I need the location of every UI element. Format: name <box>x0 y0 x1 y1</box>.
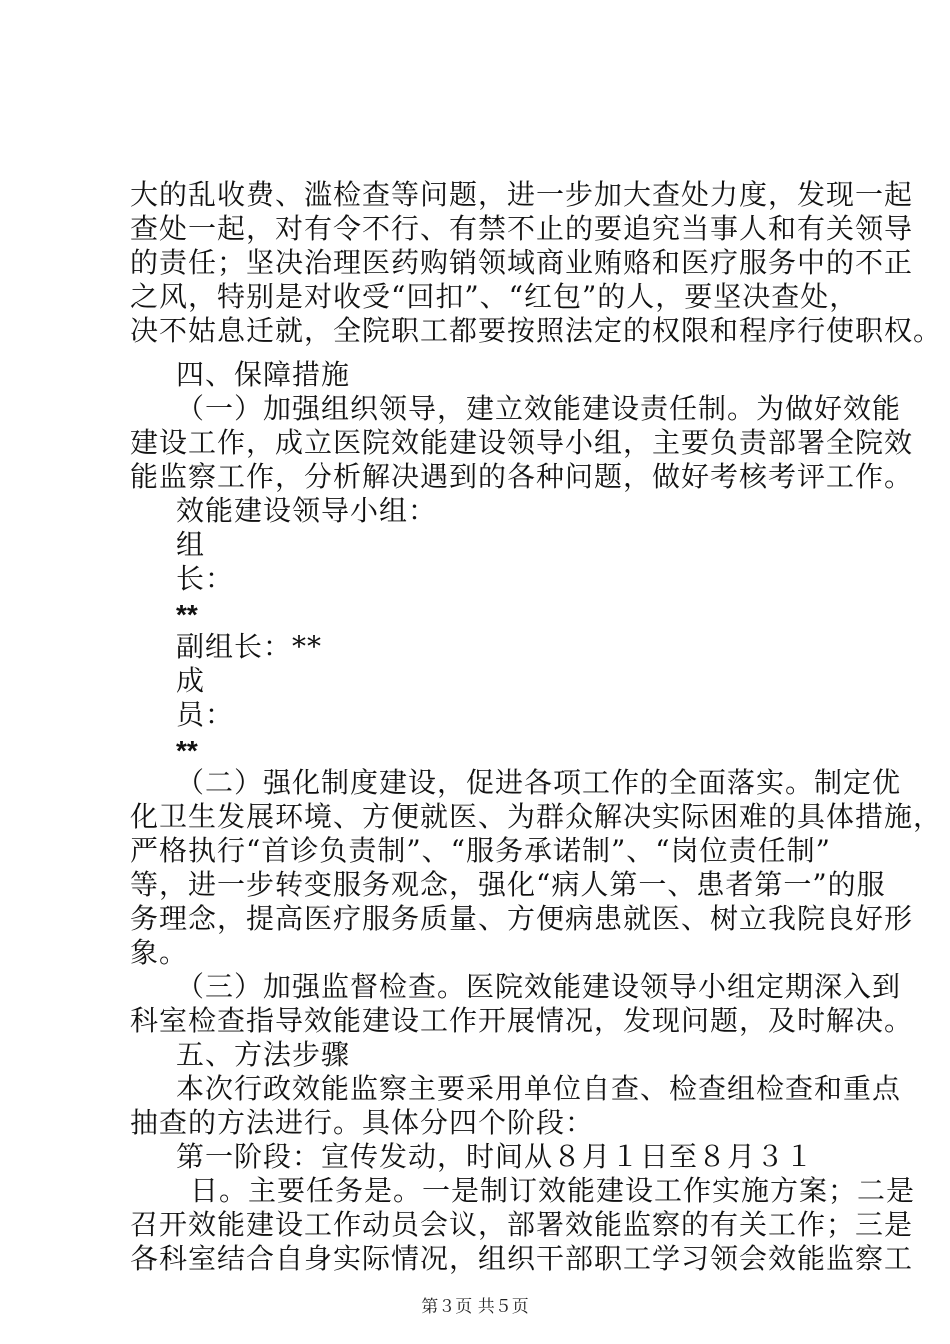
body-text-line: 大的乱收费、滥检查等问题，进一步加大查处力度，发现一起 <box>130 178 914 211</box>
group-member-line: ** <box>176 735 198 766</box>
body-text-line: 能监察工作，分析解决遇到的各种问题，做好考核考评工作。 <box>130 460 914 493</box>
body-text-line: 务理念，提高医疗服务质量、方便病患就医、树立我院良好形 <box>130 902 914 935</box>
body-text-line: 日。主要任务是。一是制订效能建设工作实施方案；二是 <box>190 1174 916 1207</box>
body-text-line: （一）加强组织领导，建立效能建设责任制。为做好效能 <box>176 392 902 425</box>
section-heading: 四、保障措施 <box>176 358 351 391</box>
body-text-line: 第一阶段：宣传发动，时间从８月１日至８月３１ <box>176 1140 815 1173</box>
group-member-line: 组 <box>176 528 206 561</box>
body-text-line: 科室检查指导效能建设工作开展情况，发现问题，及时解决。 <box>130 1004 914 1037</box>
body-text-line: 抽查的方法进行。具体分四个阶段： <box>130 1106 595 1139</box>
body-text-line: 决不姑息迁就，全院职工都要按照法定的权限和程序行使职权。 <box>130 314 943 347</box>
body-text-line: 召开效能建设工作动员会议，部署效能监察的有关工作；三是 <box>130 1208 914 1241</box>
body-text-line: 建设工作，成立医院效能建设领导小组，主要负责部署全院效 <box>130 426 914 459</box>
body-text-line: 本次行政效能监察主要采用单位自查、检查组检查和重点 <box>176 1072 902 1105</box>
group-label: 效能建设领导小组： <box>176 494 438 527</box>
body-text-line: （二）强化制度建设，促进各项工作的全面落实。制定优 <box>176 766 902 799</box>
group-member-line: 副组长：** <box>176 630 323 663</box>
group-member-line: 员： <box>176 698 235 731</box>
group-member-line: 成 <box>176 664 206 697</box>
body-text-line: 的责任；坚决治理医药购销领域商业贿赂和医疗服务中的不正 <box>130 246 914 279</box>
page-number: 第３页 共５页 <box>421 1297 529 1317</box>
body-text-line: 象。 <box>130 936 189 969</box>
group-member-line: ** <box>176 599 198 630</box>
body-text-line: 严格执行“首诊负责制”、“服务承诺制”、“岗位责任制” <box>130 834 831 867</box>
body-text-line: 查处一起，对有令不行、有禁不止的要追究当事人和有关领导 <box>130 212 914 245</box>
body-text-line: 化卫生发展环境、方便就医、为群众解决实际困难的具体措施， <box>130 800 943 833</box>
body-text-line: （三）加强监督检查。医院效能建设领导小组定期深入到 <box>176 970 902 1003</box>
group-member-line: 长： <box>176 562 235 595</box>
body-text-line: 各科室结合自身实际情况，组织干部职工学习领会效能监察工 <box>130 1242 914 1275</box>
section-heading: 五、方法步骤 <box>176 1038 351 1071</box>
body-text-line: 之风，特别是对收受“回扣”、“红包”的人，要坚决查处， <box>130 280 859 313</box>
body-text-line: 等，进一步转变服务观念，强化“病人第一、患者第一”的服 <box>130 868 886 901</box>
